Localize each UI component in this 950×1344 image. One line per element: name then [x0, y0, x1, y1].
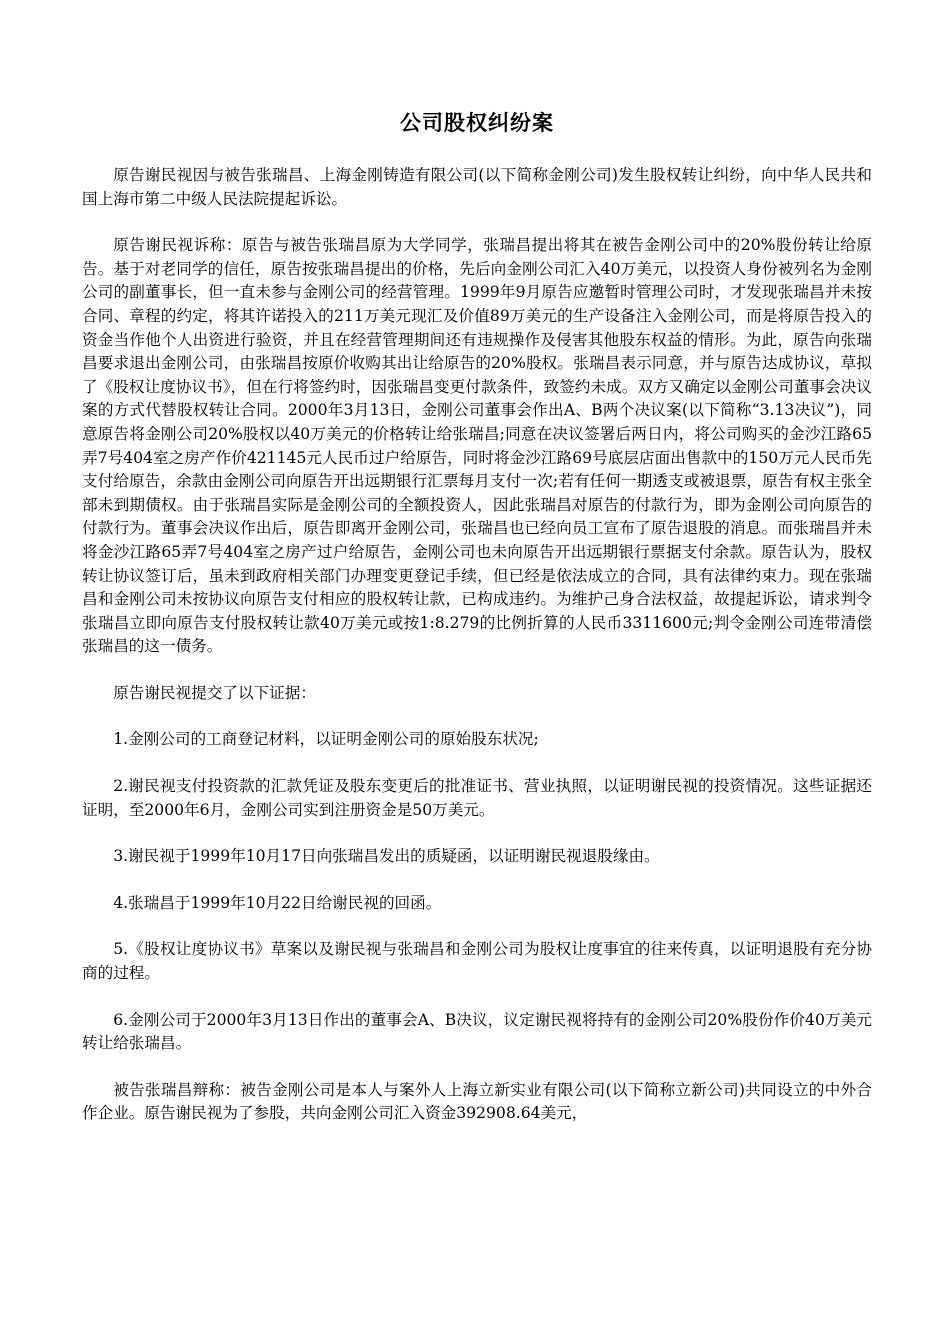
paragraph-intro: 原告谢民视因与被告张瑞昌、上海金刚铸造有限公司(以下简称金刚公司)发生股权转让纠纷，向中华人民共和国上海市第二中级人民法院提起诉讼。	[82, 166, 872, 208]
paragraph-defendant-reply: 被告张瑞昌辩称：被告金刚公司是本人与案外人上海立新实业有限公司(以下简称立新公司)共同设立的中外合作企业。原告谢民视为了参股，共向金刚公司汇入资金392908.64美元，	[82, 1080, 872, 1123]
paragraph-evidence-1: 1.金刚公司的工商登记材料，以证明金刚公司的原始股东状况;	[113, 730, 539, 749]
paragraph-evidence-3: 3.谢民视于1999年10月17日向张瑞昌发出的质疑函，以证明谢民视退股缘由。	[113, 847, 660, 866]
paragraph-evidence-4: 4.张瑞昌于1999年10月22日给谢民视的回函。	[113, 893, 442, 912]
paragraph-evidence-5: 5.《股权让度协议书》草案以及谢民视与张瑞昌和金刚公司为股权让度事宜的往来传真，以证明退股有充分协商的过程。	[82, 940, 872, 983]
paragraph-evidence-6: 6.金刚公司于2000年3月13日作出的董事会A、B决议，议定谢民视将持有的金刚公司20%股份作价40万美元转让给张瑞昌。	[82, 1010, 872, 1053]
document-title: 公司股权纠纷案	[400, 111, 554, 135]
document-page	[82, 108, 872, 1149]
paragraph-plaintiff-claim: 原告谢民视诉称：原告与被告张瑞昌原为大学同学，张瑞昌提出将其在被告金刚公司中的20%股份转让给原告。基于对老同学的信任，原告按张瑞昌提出的价格，先后向金刚公司汇入40万美元，以投资人身份被列名为金刚公司的副董事长，但一直未参与金刚公司的经营管理。1999年9月原告应邀暂时管理公司时，才发现张瑞昌并未按合同、章程的约定，将其许诺投入的211万美元现汇及价值89万美元的生产设备注入金刚公司，而是将原告投入的资金当作他个人出资进行验资，并且在经营管理期间还有违规操作及侵害其他股东权益的情形。为此，原告向张瑞昌要求退出金刚公司，由张瑞昌按原价收购其出让给原告的20%股权。张瑞昌表示同意，并与原告达成协议，草拟了《股权让度协议书》，但在行将签约时，因张瑞昌变更付款条件，致签约未成。双方又确定以金刚公司董事会决议案的方式代替股权转让合同。2000年3月13日，金刚公司董事会作出A、B两个决议案(以下简称“3.13决议”)，同意原告将金刚公司20%股权以40万美元的价格转让给张瑞昌;同意在决议签署后两日内，将公司购买的金沙江路65弄7号404室之房产作价421145元人民币过户给原告，同时将金沙江路69号底层店面出售款中的150万元人民币先支付给原告，余款由金刚公司向原告开出远期银行汇票每月支付一次;若有任何一期透支或被退票，原告有权主张全部未到期债权。由于张瑞昌实际是金刚公司的全额投资人，因此张瑞昌对原告的付款行为，即为金刚公司向原告的付款行为。董事会决议作出后，原告即离开金刚公司，张瑞昌也已经向员工宣布了原告退股的消息。而张瑞昌并未将金沙江路65弄7号404室之房产过户给原告，金刚公司也未向原告开出远期银行票据支付余款。原告认为，股权转让协议签订后，虽未到政府相关部门办理变更登记手续，但已经是依法成立的合同，具有法律约束力。现在张瑞昌和金刚公司未按协议向原告支付相应的股权转让款，已构成违约。为维护己身合法权益，故提起诉讼，请求判令张瑞昌立即向原告支付股权转让款40万美元或按1:8.279的比例折算的人民币3311600元;判令金刚公司连带清偿张瑞昌的这一债务。	[82, 236, 872, 656]
paragraph-evidence-intro: 原告谢民视提交了以下证据：	[113, 683, 316, 702]
paragraph-evidence-2: 2.谢民视支付投资款的汇款凭证及股东变更后的批准证书、营业执照，以证明谢民视的投资情况。这些证据还证明，至2000年6月，金刚公司实到注册资金是50万美元。	[82, 777, 872, 819]
